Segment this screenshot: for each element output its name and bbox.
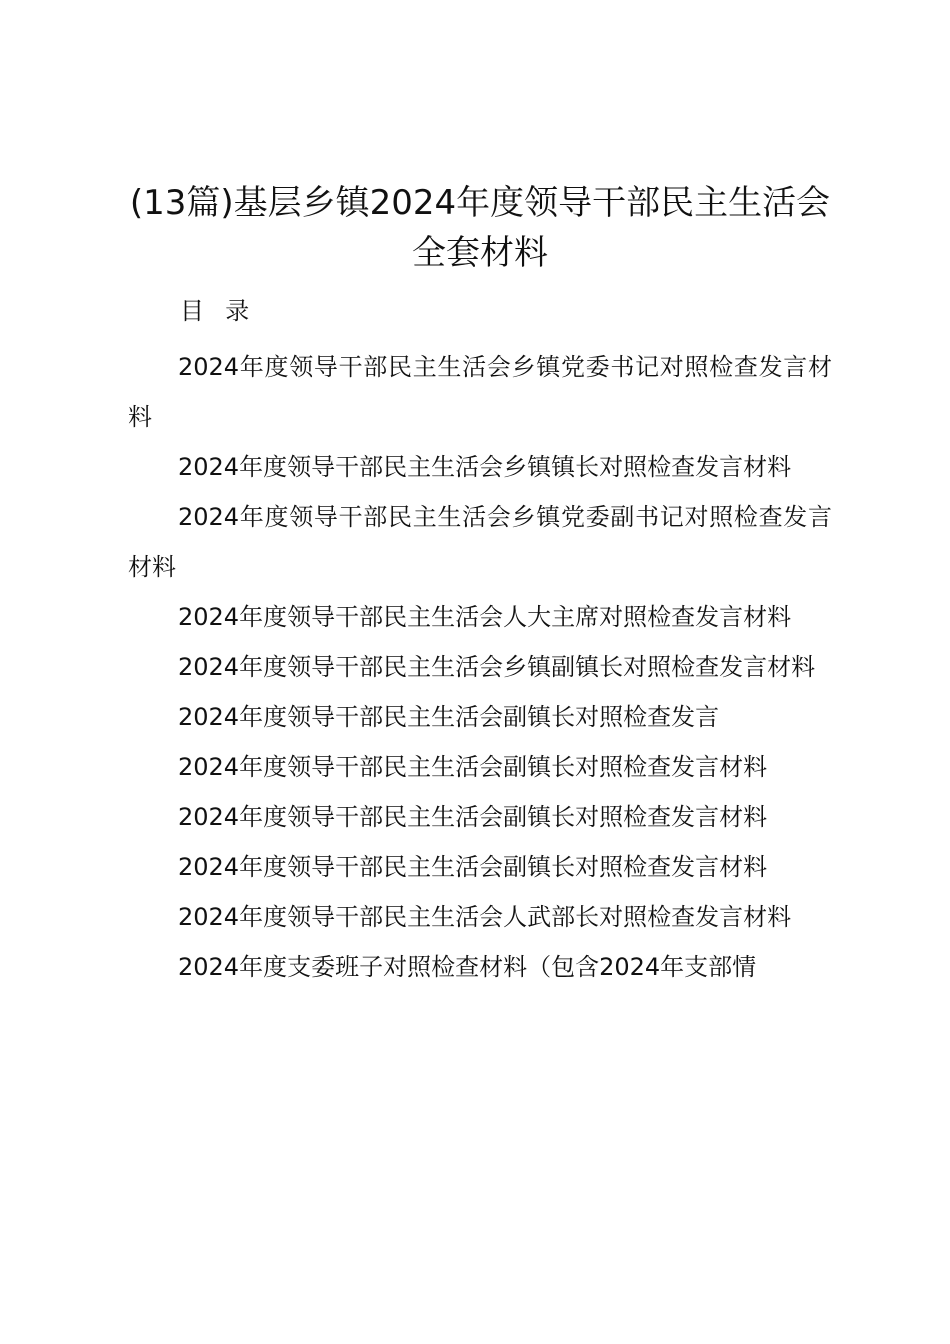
toc-list	[128, 342, 832, 992]
toc-item: 2024年度领导干部民主生活会人武部长对照检查发言材料	[178, 903, 792, 931]
toc-item: 2024年度领导干部民主生活会乡镇镇长对照检查发言材料	[178, 453, 792, 481]
toc-item: 2024年度领导干部民主生活会乡镇党委副书记对照检查发言材料	[128, 503, 832, 581]
toc-item: 2024年度领导干部民主生活会副镇长对照检查发言	[178, 703, 720, 731]
document-title: (13篇)基层乡镇2024年度领导干部民主生活会全套材料	[129, 183, 831, 273]
toc-heading: 目 录	[180, 297, 252, 325]
toc-item: 2024年度领导干部民主生活会副镇长对照检查发言材料	[178, 803, 768, 831]
toc-item: 2024年度领导干部民主生活会人大主席对照检查发言材料	[178, 603, 792, 631]
toc-item: 2024年度支委班子对照检查材料（包含2024年支部情	[178, 953, 757, 981]
toc-item: 2024年度领导干部民主生活会乡镇副镇长对照检查发言材料	[178, 653, 816, 681]
toc-item: 2024年度领导干部民主生活会副镇长对照检查发言材料	[178, 753, 768, 781]
toc-item: 2024年度领导干部民主生活会乡镇党委书记对照检查发言材料	[128, 353, 832, 431]
toc-item: 2024年度领导干部民主生活会副镇长对照检查发言材料	[178, 853, 768, 881]
